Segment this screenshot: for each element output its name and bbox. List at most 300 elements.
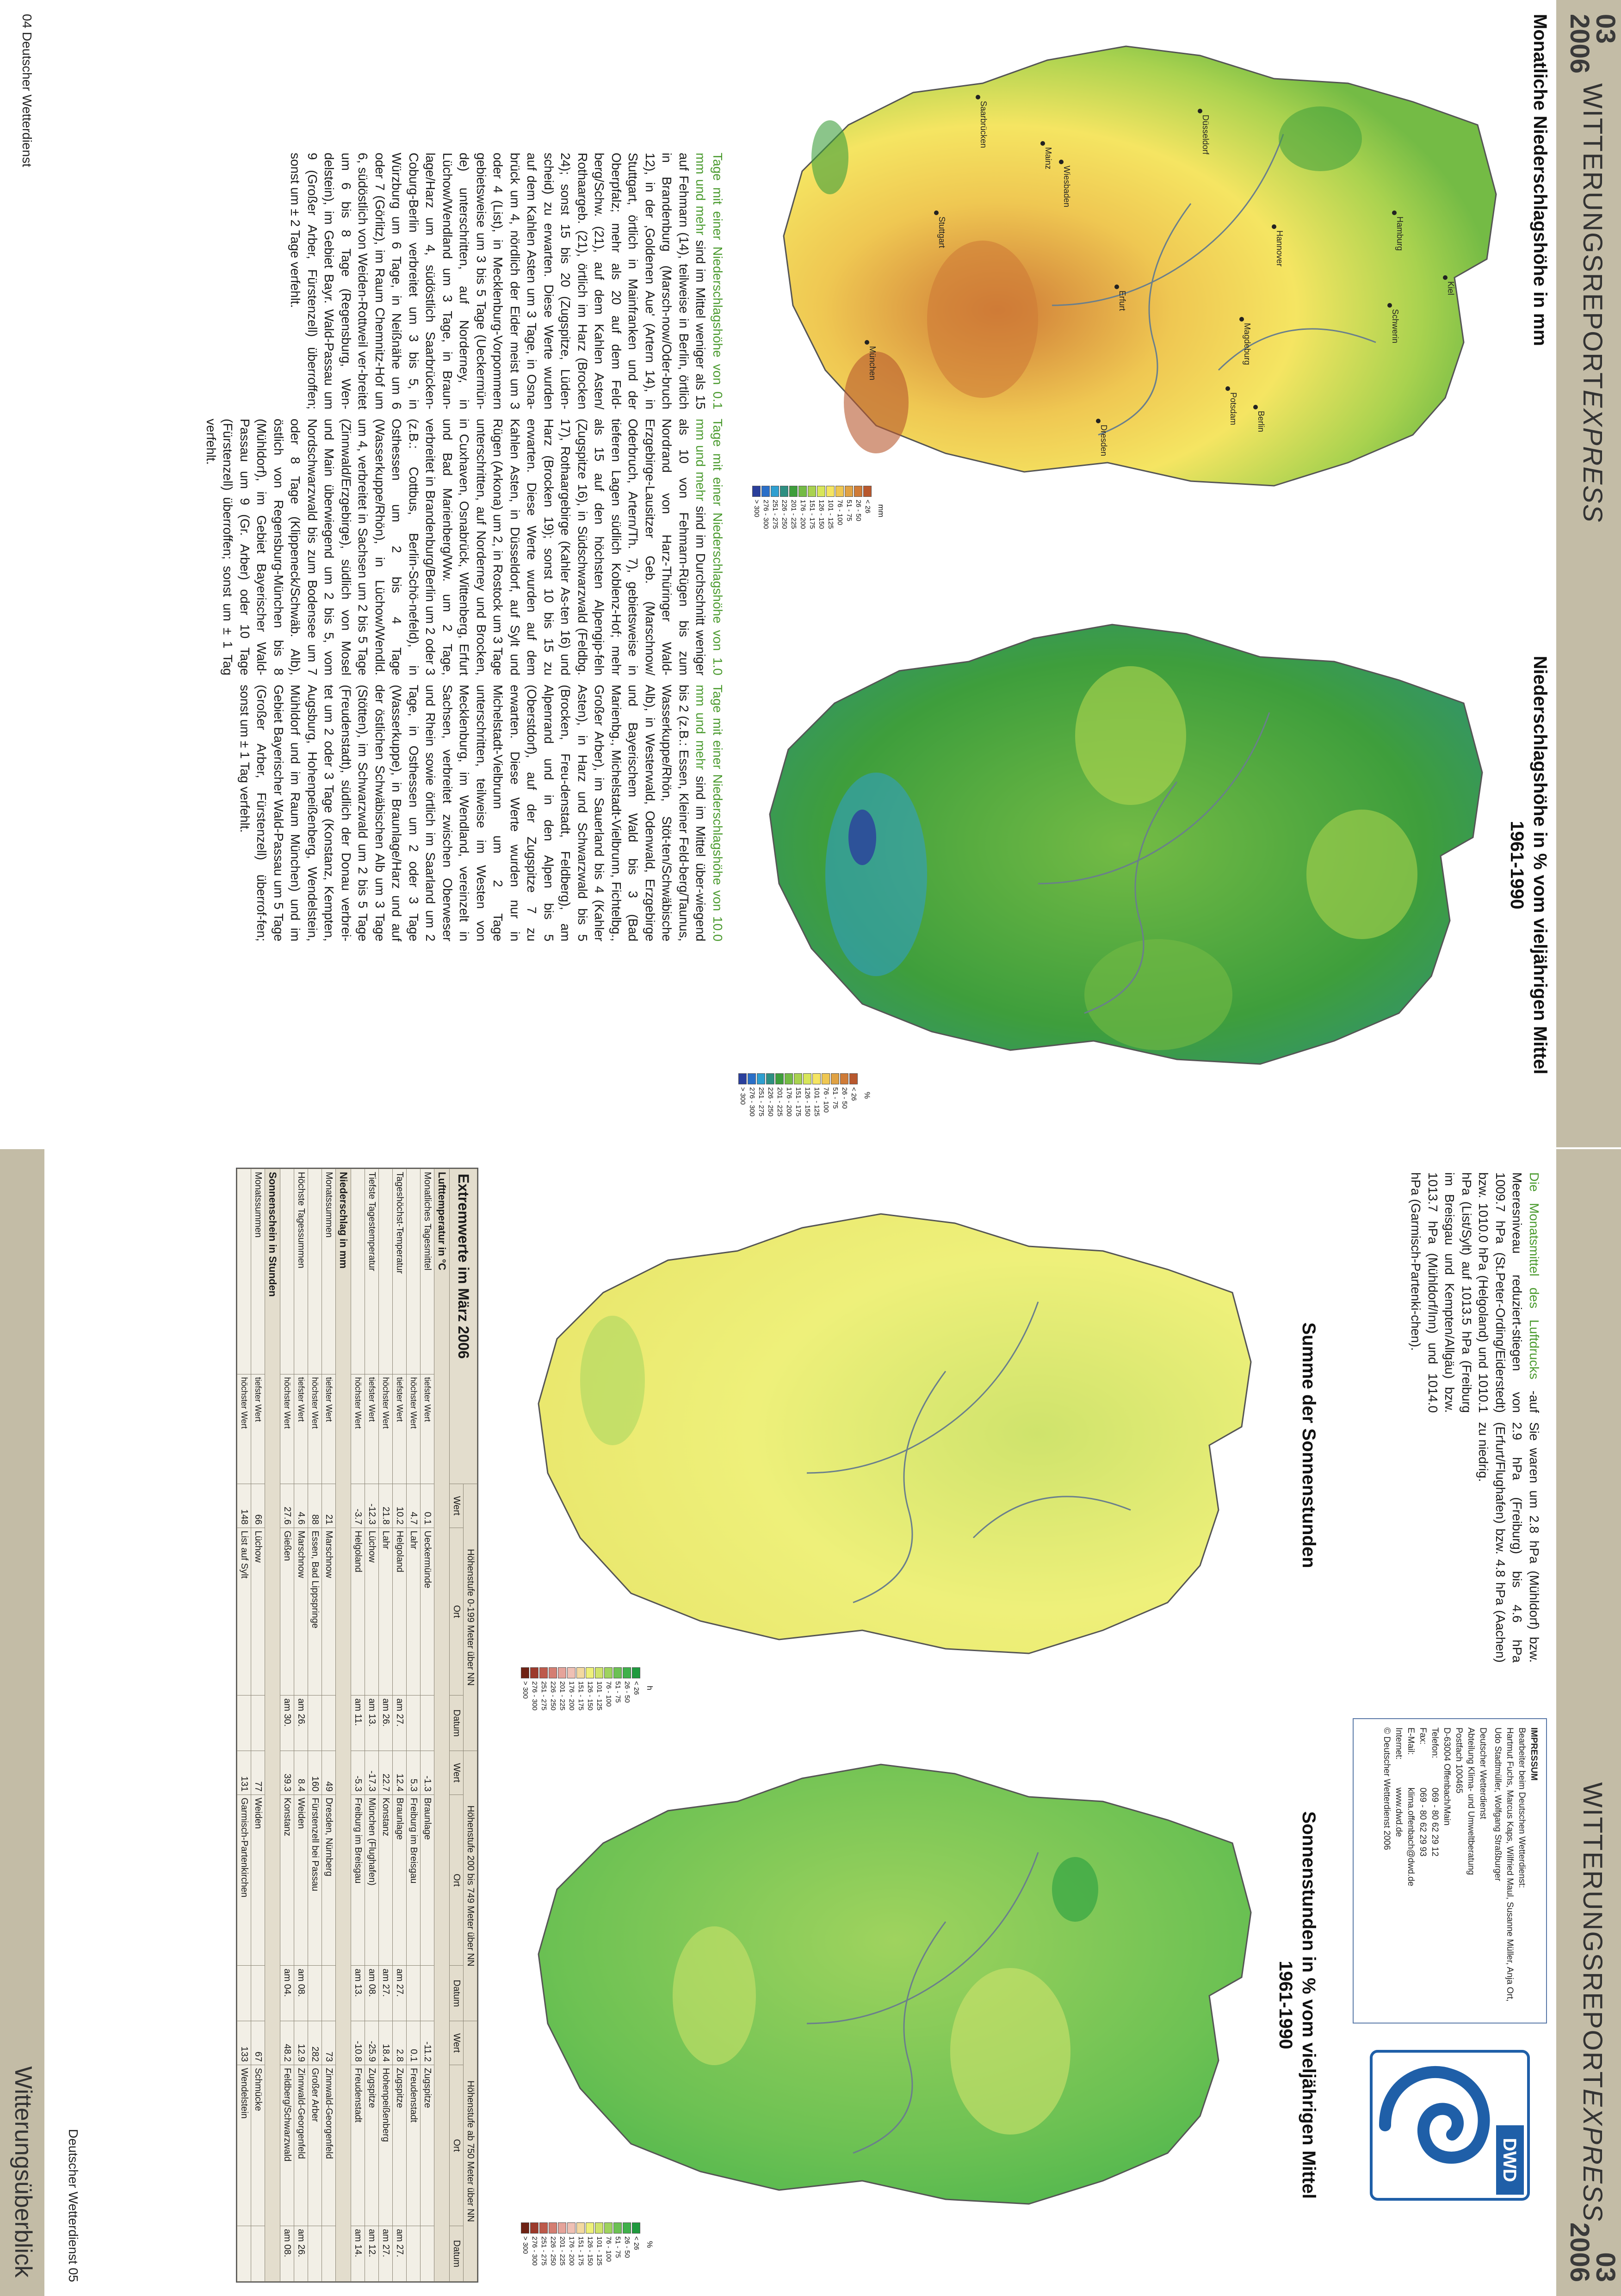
issue-month: 03: [1590, 14, 1621, 44]
cell-value: 48.2: [280, 2021, 294, 2065]
city-label: München: [868, 346, 877, 381]
cell-date: [322, 1966, 336, 2021]
legend-label: > 300: [521, 1681, 529, 1699]
city-marker: [865, 340, 869, 345]
city-label: Hannover: [1275, 230, 1284, 267]
cell-value: 4.6: [294, 1484, 308, 1528]
cell-date: am 27.: [379, 1966, 393, 2021]
cell-place: Hohenpeißenberg: [379, 2065, 393, 2226]
legend-label: 76 - 100: [605, 1681, 613, 1707]
cell-place: Freudenstadt: [407, 2065, 421, 2226]
table-row: [351, 1169, 365, 2282]
row-sublabel: tiefster Wert: [365, 1374, 379, 1484]
cell-date: am 27.: [393, 1696, 407, 1751]
table-row: [251, 1169, 265, 2282]
legend-label: 76 - 100: [836, 500, 844, 526]
legend-swatch: [604, 1667, 613, 1678]
city-marker: [1225, 386, 1230, 391]
legend-swatch: [613, 2222, 622, 2234]
legend-swatch: [771, 486, 779, 497]
legend-label: 226 - 250: [780, 500, 788, 529]
legend-label: 201 - 225: [558, 1681, 566, 1711]
cell-place: Lahr: [379, 1528, 393, 1696]
fax-value: 069 - 80 62 29 93: [1418, 1788, 1428, 1857]
cell-value: 0.1: [407, 2021, 421, 2065]
cell-place: Lüchow: [251, 1528, 265, 1696]
legend-label: < 26: [632, 2236, 640, 2250]
legend-swatch: [817, 486, 825, 497]
legend-swatch: [586, 2222, 594, 2234]
text-precip-10mm: [236, 685, 726, 941]
cell-date: [407, 1696, 421, 1751]
impressum-tel: [1429, 1727, 1441, 2014]
legend-label: 101 - 125: [595, 1681, 603, 1711]
dwd-logo-text: DWD: [1499, 2138, 1520, 2182]
cell-place: Essen, Bad Lippspringe: [308, 1528, 322, 1696]
cell-value: 0.1: [421, 1484, 434, 1528]
legend-label: 126 - 150: [817, 500, 825, 529]
text-precip-01mm: [287, 153, 726, 409]
cell-date: [407, 1966, 421, 2021]
map1-title: Monatliche Niederschlagshöhe in mm: [1530, 14, 1550, 346]
legend-label: 176 - 200: [568, 1681, 575, 1711]
cell-value: 4.7: [407, 1484, 421, 1528]
map4-title-line2: 1961-1990: [1275, 1961, 1296, 2049]
city-marker: [1392, 210, 1397, 215]
cell-place: Marschnow: [294, 1528, 308, 1696]
cell-value: 21.8: [379, 1484, 393, 1528]
legend-swatch: [794, 1073, 802, 1084]
cell-value: 18.4: [379, 2021, 393, 2065]
sunshine-hours-map: [520, 1186, 1269, 1718]
legend-label: 126 - 150: [804, 1087, 811, 1117]
table-row: [407, 1169, 421, 2282]
germany-outline-3: [538, 1214, 1251, 1653]
col-ort: Ort: [450, 1795, 464, 1966]
cell-date: am 30.: [280, 1696, 294, 1751]
text-pressure-2: Sie waren um 2.8 hPa (Mühldorf) bzw. 2.9 hPa (Freiburg) bis 4.6 hPa (Erfurt/Flughafen) bzw. 4.8 hPa (Aachen) zu niedrig.: [1476, 1422, 1541, 1663]
legend-label: < 26: [864, 500, 872, 514]
impressum-bearbeiter-2: Udo Stadtmüller, Wolfgang Straßburger: [1493, 1727, 1503, 1881]
city-label: Stuttgart: [937, 217, 947, 248]
table-section-title: Niederschlag in mm: [336, 1169, 351, 2282]
cell-date: [237, 2226, 251, 2282]
cell-value: -1.3: [421, 1751, 434, 1795]
legend-label: < 26: [632, 1681, 640, 1695]
map3-legend-unit: h: [645, 1686, 654, 1690]
section-tab: [0, 1149, 44, 2296]
table-row: [421, 1169, 434, 2282]
legend-label: 76 - 100: [822, 1087, 830, 1113]
left-header-band: [1556, 0, 1621, 1147]
row-sublabel: höchster Wert: [280, 1374, 294, 1484]
legend-swatch: [530, 1667, 538, 1678]
impressum-org-1: Deutscher Wetterdienst: [1478, 1727, 1488, 1819]
city-marker: [1198, 109, 1202, 113]
cell-value: 10.2: [393, 1484, 407, 1528]
legend-swatch: [623, 2222, 631, 2234]
cell-value: 160: [308, 1751, 322, 1795]
left-page: [0, 0, 1621, 1147]
table-row: [365, 1169, 379, 2282]
mail-value[interactable]: klima.offenbach@dwd.de: [1406, 1788, 1416, 1887]
legend-swatch: [835, 486, 844, 497]
cell-date: [251, 1696, 265, 1751]
legend-swatch: [854, 486, 862, 497]
city-marker: [1059, 160, 1064, 164]
cell-place: Helgoland: [393, 1528, 407, 1696]
legend-swatch: [567, 2222, 575, 2234]
precip-mm-map-svg: [761, 19, 1515, 537]
cell-place: Zugspitze: [393, 2065, 407, 2226]
legend-swatch: [748, 1073, 756, 1084]
map2-legend-unit: %: [863, 1092, 872, 1099]
table-section-title: Sonnenschein in Stunden: [265, 1169, 280, 2282]
city-marker: [1387, 303, 1392, 308]
col-wert: Wert: [450, 1484, 464, 1528]
map3-title: Summe der Sonnenstunden: [1299, 1322, 1319, 1568]
city-marker: [1253, 405, 1258, 409]
legend-label: 226 - 250: [549, 1681, 557, 1711]
cell-place: Zugspitze: [421, 2065, 434, 2226]
legend-label: 201 - 225: [776, 1087, 784, 1117]
cell-place: Dresden, Nürnberg: [322, 1795, 336, 1966]
left-issue-number: [1565, 14, 1621, 74]
mail-label: E-Mail:: [1406, 1727, 1416, 1755]
legend-swatch: [785, 1073, 793, 1084]
row-sublabel: tiefster Wert: [393, 1374, 407, 1484]
cell-date: [251, 2226, 265, 2282]
issue-month-right: 03: [1590, 2252, 1621, 2282]
legend-label: 26 - 50: [854, 500, 862, 521]
sunshine-percent-map: [520, 1737, 1269, 2273]
legend-swatch: [738, 1073, 747, 1084]
row-sublabel: höchster Wert: [237, 1374, 251, 1484]
cell-date: am 26.: [379, 1696, 393, 1751]
cell-place: Weiden: [294, 1795, 308, 1966]
legend-swatch: [775, 1073, 784, 1084]
impressum-fax: [1417, 1727, 1429, 2014]
row-sublabel: höchster Wert: [351, 1374, 365, 1484]
cell-date: am 13.: [351, 1966, 365, 2021]
legend-label: 51 - 75: [614, 2236, 622, 2258]
text-pressure-body: -auf Meeresniveau reduziert-stiegen von 1009.7 hPa (St.Peter-Ording/Eiderstedt) bzw. 1010.0 hPa (Helgoland) und 1010.1 hPa (List/Sylt) auf 1013.5 hPa (Freiburg im Breisgau und Kempten/Allgäu) bzw. 1013.7 hPa (Mühldorf/Inn) und 1014.0 hPa (Garmisch-Partenki-chen).: [1409, 1172, 1541, 1413]
cell-place: Braunlage: [393, 1795, 407, 1966]
row-sublabel: tiefster Wert: [294, 1374, 308, 1484]
cell-date: [308, 1966, 322, 2021]
cell-date: am 04.: [280, 1966, 294, 2021]
sunshine-percent-map-svg: [520, 1737, 1269, 2273]
cell-place: Lahr: [407, 1528, 421, 1696]
legend-label: 26 - 50: [623, 1681, 631, 1703]
cell-date: [421, 2226, 434, 2282]
cell-date: [322, 1696, 336, 1751]
cell-date: [308, 2226, 322, 2282]
city-label: Düsseldorf: [1201, 115, 1210, 155]
cell-place: Freiburg im Breisgau: [407, 1795, 421, 1966]
text-precip-1mm-lead: Tage mit einer Niederschlagshöhe von 1.0 mm und mehr: [693, 419, 725, 675]
row-sublabel: tiefster Wert: [251, 1374, 265, 1484]
legend-swatch: [757, 1073, 765, 1084]
cell-value: 49: [322, 1751, 336, 1795]
row-label: [237, 1169, 251, 1374]
cell-value: 67: [251, 2021, 265, 2065]
table-caption: Extremwerte im März 2006: [450, 1169, 477, 1484]
row-label: Monatssummen: [251, 1169, 265, 1374]
cell-value: -12.3: [365, 1484, 379, 1528]
cell-date: [421, 1696, 434, 1751]
legend-swatch: [576, 1667, 585, 1678]
zone-1-header: Höhenstufe 200 bis 749 Meter über NN: [464, 1751, 477, 2021]
legend-label: 176 - 200: [785, 1087, 793, 1117]
cell-value: 12.4: [393, 1751, 407, 1795]
impressum-ort: D-63004 Offenbach/Main: [1442, 1727, 1452, 1826]
legend-label: 101 - 125: [827, 500, 835, 529]
table-section-row: [336, 1169, 351, 2282]
impressum-copyright: © Deutscher Wetterdienst 2006: [1382, 1727, 1392, 1850]
legend-swatch: [632, 1667, 640, 1678]
cell-value: 39.3: [280, 1751, 294, 1795]
map4-title: [1274, 1727, 1320, 2283]
cell-place: Gießen: [280, 1528, 294, 1696]
row-label: Höchste Tagessummen: [294, 1169, 308, 1374]
legend-swatch: [539, 1667, 548, 1678]
legend-swatch: [831, 1073, 839, 1084]
text-pressure-lead: Die Monatsmittel des Luftdrucks: [1527, 1172, 1541, 1380]
cell-place: Feldberg/Schwarzwald: [280, 2065, 294, 2226]
legend-swatch: [766, 1073, 774, 1084]
cell-place: Zugspitze: [365, 2065, 379, 2226]
legend-label: 176 - 200: [568, 2236, 575, 2266]
impressum-web: [1392, 1727, 1404, 2014]
city-marker: [1272, 224, 1276, 229]
impressum-mail: [1404, 1727, 1417, 2014]
legend-label: 276 - 300: [762, 500, 770, 529]
row-label: Tiefste Tagestemperatur: [365, 1169, 379, 1374]
legend-label: 151 - 175: [808, 500, 816, 529]
legend-swatch: [576, 2222, 585, 2234]
cell-place: Freiburg im Breisgau: [351, 1795, 365, 1966]
tel-value: 069 - 80 62 29 12: [1430, 1788, 1440, 1857]
map4-legend: [520, 2222, 654, 2273]
cell-place: Braunlage: [421, 1795, 434, 1966]
cell-date: am 08.: [294, 1966, 308, 2021]
col-ort: Ort: [450, 1528, 464, 1696]
legend-swatch: [521, 1667, 529, 1678]
section-tab-label: Witterungsüberblick: [10, 2066, 37, 2277]
cell-value: 131: [237, 1751, 251, 1795]
col-datum: Datum: [450, 1696, 464, 1751]
legend-label: 251 - 275: [540, 1681, 548, 1711]
right-issue-number: [1565, 2222, 1621, 2282]
row-label: Monatliches Tagesmittel: [421, 1169, 434, 1374]
zone-2-header: Höhenstufe ab 750 Meter über NN: [464, 2021, 477, 2282]
legend-label: 201 - 225: [790, 500, 798, 529]
legend-swatch: [849, 1073, 858, 1084]
impressum-title: IMPRESSUM: [1529, 1727, 1539, 1781]
cell-date: am 27.: [393, 1966, 407, 2021]
cell-date: am 26.: [294, 1696, 308, 1751]
legend-label: 151 - 175: [794, 1087, 802, 1117]
sunshine-hours-map-svg: [520, 1186, 1269, 1718]
table-row: [379, 1169, 393, 2282]
legend-swatch: [789, 486, 798, 497]
legend-label: 151 - 175: [577, 1681, 585, 1711]
legend-label: 251 - 275: [771, 500, 779, 529]
cell-date: [308, 1696, 322, 1751]
city-label: Kiel: [1446, 281, 1455, 296]
city-label: Saarbrücken: [979, 101, 988, 149]
city-label: Schwerin: [1391, 309, 1400, 344]
cell-value: 12.9: [294, 2021, 308, 2065]
map2-title-line1: Niederschlagshöhe in % vom vieljährigen Mittel: [1530, 656, 1550, 1075]
right-header-title: [1577, 1782, 1608, 2222]
legend-swatch: [845, 486, 853, 497]
cell-place: Helgoland: [351, 1528, 365, 1696]
text-precip-1mm-body: sind im Durchschnitt weniger als 10 von Fehmarn-Rügen bis zum Nordrand von Harz-Thüringer Wald-Erzgebirge-Lausitzer Geb. (Marschnow/ Oderbruch, Artern/Th. 7), gebietsweise in tieferen Lagen südlich Koblenz-Hof; mehr als 15 auf den höchsten Alpengip-feln (Zugspitze 16), in Südschwarzwald (Feldbg. 17), Rothaargebirge (Kahler As-ten 16) und Harz (Brocken 19); sonst 10 bis 15 zu erwarten. Diese Werte wurden auf dem Kahlen Asten, in Düsseldorf, auf Sylt und Rügen (Arkona) um 2, in Rostock um 3 Tage unterschritten, auf Norderney und Brocken, in Cuxhaven, Osnabrück, Wittenberg, Erfurt und Bad Marienberg/Ww. um 2 Tage, verbreitet in Brandenburg/Berlin um 2 oder 3 (z.B.: Cottbus, Berlin-Schö-nefeld), in Osthessen um 2 bis 4 Tage (Wasserkuppe/Rhön), in Lüchow/Wendld. um 4, verbreitet in Sachsen um 2 bis 5 Tage (Zinnwald/Erzgebirge), südlich von Mosel und Main überwiegend um 2 bis 5, vom Nordschwarzwald bis zum Bodensee um 7 oder 8 Tage (Klippeneck/Schwäb. Alb), östlich von Regensburg-München bis 8 (Mühldorf), im Gebiet Bayerischer Wald-Passau um 9 (Gr. Arber) oder 10 Tage (Fürstenzell) überroffen; sonst um ± 1 Tag verfehlt.: [204, 419, 708, 675]
tel-label: Telefon:: [1430, 1727, 1440, 1758]
legend-label: 276 - 300: [748, 1087, 756, 1117]
right-header-band: [1556, 1149, 1621, 2296]
cell-value: 21: [322, 1484, 336, 1528]
legend-swatch: [549, 1667, 557, 1678]
cell-value: 8.4: [294, 1751, 308, 1795]
cell-date: am 13.: [365, 1696, 379, 1751]
precip-mm-map: [753, 19, 1515, 537]
text-precip-01mm-body: sind im Mittel weniger als 15 auf Fehmarn (14), teilweise in Berlin, örtlich in Brandenburg (Marsch-now/Oder-bruch 12), in der ‚Goldenen Aue' (Artern 14), in Stuttgart, örtlich in Mainfranken und der Oberpfalz; mehr als 20 auf dem Feld-berg/Schw. (21), auf dem Kahlen Asten/ Rothaargeb. (21), örtlich im Harz (Brocken 24); sonst 15 bis 20 (Zugspitze, Lüden-scheid) zu erwarten. Diese Werte wurden auf dem Kahlen Asten um 3 Tage, in Osna-brück um 4, nördlich der Eider meist um 3 oder 4 (List), in Mecklenburg-Vorpommern gebietsweise um 3 bis 5 Tage (Ueckermün-de) unterschritten, auf Norderney, in Lüchow/Wendland um 3 Tage, in Braun-lage/Harz um 4, südöstlich Saarbrücken-Coburg-Berlin verbreitet um 3 bis 5, in Würzburg um 6 Tage, in Neißnähe um 6 oder 7 (Görlitz), im Raum Chemnitz-Hof um 6, südöstlich von Weiden-Rottweil ver-breitet um 6 bis 8 Tage (Regensburg, Wen-delstein), im Gebiet Bayr. Wald-Passau um 9 (Großer Arber, Fürstenzell) überroffen; sonst um ± 2 Tage verfehlt.: [288, 153, 708, 409]
table-row: [280, 1169, 294, 2282]
row-sublabel: höchster Wert: [407, 1374, 421, 1484]
col-wert: Wert: [450, 1751, 464, 1795]
cell-date: [322, 2226, 336, 2282]
city-marker: [1096, 419, 1101, 423]
row-label: [280, 1169, 294, 1374]
legend-label: 251 - 275: [757, 1087, 765, 1117]
legend-swatch: [521, 2222, 529, 2234]
row-sublabel: höchster Wert: [379, 1374, 393, 1484]
cell-value: 73: [322, 2021, 336, 2065]
cell-value: 27.6: [280, 1484, 294, 1528]
legend-label: 251 - 275: [540, 2236, 548, 2266]
legend-swatch: [632, 2222, 640, 2234]
cell-value: 77: [251, 1751, 265, 1795]
table-row: [308, 1169, 322, 2282]
city-label: Hamburg: [1395, 217, 1404, 251]
map3-legend: [520, 1667, 654, 1718]
legend-label: 26 - 50: [623, 2236, 631, 2258]
legend-swatch: [539, 2222, 548, 2234]
cell-value: 88: [308, 1484, 322, 1528]
map1-legend-unit: mm: [877, 504, 885, 518]
map2-legend: [739, 1073, 872, 1124]
cell-place: Konstanz: [280, 1795, 294, 1966]
issue-year-right: 2006: [1565, 2222, 1595, 2282]
zone-0-header: Höhenstufe 0-199 Meter über NN: [464, 1484, 477, 1751]
cell-value: 282: [308, 2021, 322, 2065]
city-marker: [1443, 275, 1448, 280]
web-value[interactable]: www.dwd.de: [1394, 1788, 1404, 1837]
precip-percent-map-svg: [747, 597, 1501, 1124]
cell-place: List auf Sylt: [237, 1528, 251, 1696]
legend-swatch: [808, 486, 816, 497]
legend-label: 126 - 150: [586, 2236, 594, 2266]
legend-swatch: [822, 1073, 830, 1084]
legend-swatch: [840, 1073, 848, 1084]
impressum-box: [1353, 1718, 1547, 2024]
row-label: [351, 1169, 365, 1374]
title-main: WITTERUNGSREPORT: [1578, 83, 1608, 390]
cell-place: Schmücke: [251, 2065, 265, 2226]
legend-label: 226 - 250: [549, 2236, 557, 2266]
precip-percent-map: [739, 597, 1501, 1124]
legend-label: 26 - 50: [841, 1087, 848, 1109]
map4-title-line1: Sonnenstunden in % vom vieljährigen Mittel: [1299, 1811, 1319, 2199]
legend-swatch: [595, 2222, 603, 2234]
table-row: [322, 1169, 336, 2282]
cell-date: [237, 1696, 251, 1751]
cell-value: -10.8: [351, 2021, 365, 2065]
cell-value: 22.7: [379, 1751, 393, 1795]
legend-swatch: [549, 2222, 557, 2234]
table-section-row: [434, 1169, 450, 2282]
cell-value: 148: [237, 1484, 251, 1528]
legend-swatch: [752, 486, 761, 497]
cell-value: 5.3: [407, 1751, 421, 1795]
city-label: Mainz: [1044, 147, 1053, 170]
col-ort: Ort: [450, 2065, 464, 2226]
row-label: Tageshöchst-Temperatur: [393, 1169, 407, 1374]
legend-label: < 26: [850, 1087, 858, 1101]
legend-label: 51 - 75: [614, 1681, 622, 1703]
row-label: [308, 1169, 322, 1374]
legend-label: 276 - 300: [531, 2236, 538, 2266]
legend-swatch: [604, 2222, 613, 2234]
cell-date: am 27.: [393, 2226, 407, 2282]
map2-title: [1505, 588, 1552, 1143]
legend-label: > 300: [753, 500, 761, 517]
legend-swatch: [826, 486, 835, 497]
city-label: Berlin: [1256, 411, 1266, 433]
legend-swatch: [803, 1073, 811, 1084]
city-label: Erfurt: [1118, 291, 1127, 311]
legend-swatch: [595, 1667, 603, 1678]
germany-outline-4: [538, 1764, 1251, 2204]
legend-label: > 300: [521, 2236, 529, 2254]
row-sublabel: höchster Wert: [308, 1374, 322, 1484]
legend-label: 51 - 75: [845, 500, 853, 521]
table-section-row: [265, 1169, 280, 2282]
city-marker: [1040, 141, 1045, 146]
legend-swatch: [558, 2222, 566, 2234]
cell-value: -11.2: [421, 2021, 434, 2065]
legend-label: 176 - 200: [799, 500, 807, 529]
text-precip-1mm: [203, 419, 726, 675]
impressum-org-2: Abteilung Klima- und Umweltberatung: [1466, 1727, 1476, 1875]
cell-date: am 08.: [280, 2226, 294, 2282]
fax-label: Fax:: [1418, 1727, 1428, 1745]
row-label: Monatssummen: [322, 1169, 336, 1374]
cell-date: am 11.: [351, 1696, 365, 1751]
cell-date: am 12.: [365, 2226, 379, 2282]
city-marker: [1239, 317, 1244, 322]
title-main-right: WITTERUNGSREPORT: [1578, 1782, 1608, 2089]
cell-date: [421, 1966, 434, 2021]
text-precip-01mm-lead: Tage mit einer Niederschlagshöhe von 0.1 mm und mehr: [693, 153, 725, 409]
cell-value: -5.3: [351, 1751, 365, 1795]
legend-swatch: [567, 1667, 575, 1678]
right-footer: Deutscher Wetterdienst 05: [66, 2129, 80, 2282]
row-sublabel: tiefster Wert: [421, 1374, 434, 1484]
